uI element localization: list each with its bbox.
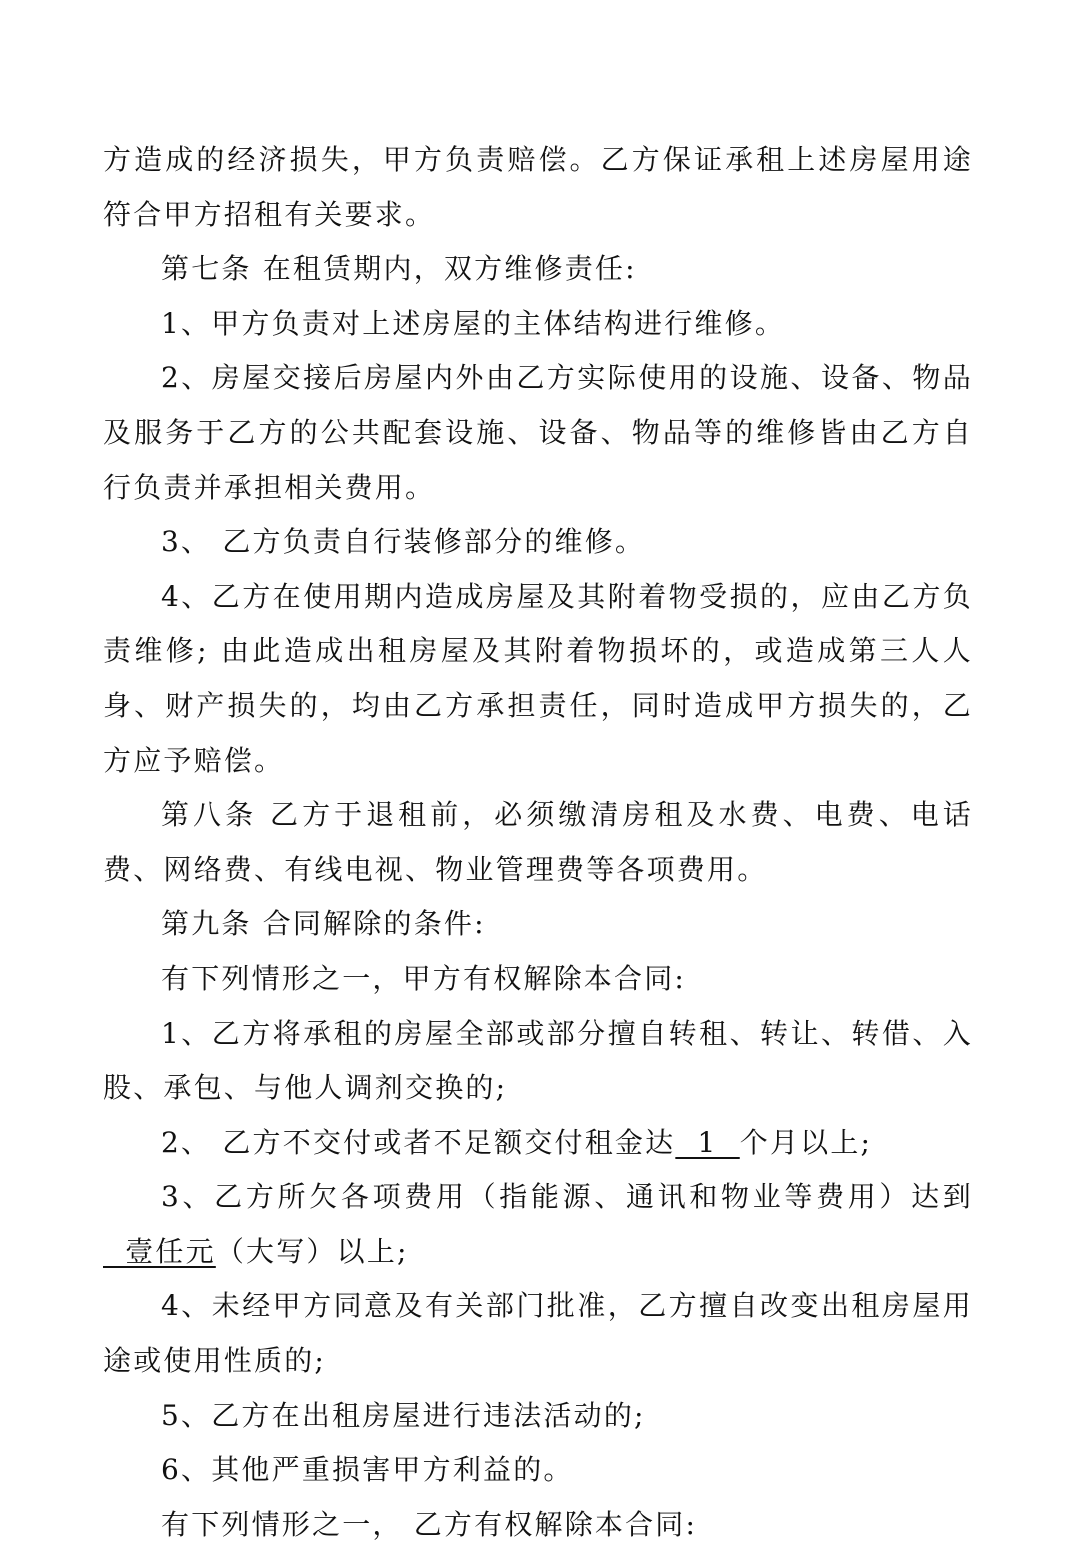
article-8-paragraph: 第八条 乙方于退租前，必须缴清房租及水费、电费、电话费、网络费、有线电视、物业管理费等各项费用。 (103, 798, 973, 886)
paragraph: 3、 乙方负责自行装修部分的维修。 (161, 525, 646, 559)
clause-rent-prefix: 2、 乙方不交付或者不足额交付租金达 (161, 1125, 676, 1159)
contract-body (103, 133, 973, 1552)
paragraph: 2、房屋交接后房屋内外由乙方实际使用的设施、设备、物品及服务于乙方的公共配套设施、设备、物品等的维修皆由乙方自行负责并承担相关费用。 (103, 361, 973, 504)
paragraph: 1、甲方负责对上述房屋的主体结构进行维修。 (161, 306, 786, 340)
paragraph: 1、乙方将承租的房屋全部或部分擅自转租、转让、转借、入股、承包、与他人调剂交换的; (103, 1016, 973, 1105)
article-9-heading: 第九条 合同解除的条件: (161, 907, 486, 941)
paragraph: 4、未经甲方同意及有关部门批准，乙方擅自改变出租房屋用途或使用性质的; (103, 1289, 973, 1378)
paragraph: 有下列情形之一，甲方有权解除本合同: (161, 961, 687, 995)
article-7-heading: 第七条 在租赁期内，双方维修责任: (161, 252, 637, 286)
clause-fees-suffix: （大写）以上; (215, 1234, 409, 1268)
paragraph: 6、其他严重损害甲方利益的。 (161, 1453, 574, 1487)
clause-rent-arrears (103, 1116, 973, 1171)
clause-fee-arrears (103, 1170, 973, 1279)
paragraph: 4、乙方在使用期内造成房屋及其附着物受损的，应由乙方负责维修; 由此造成出租房屋及其附着物损坏的，或造成第三人人身、财产损失的，均由乙方承担责任，同时造成甲方损失的，乙方应予赔偿。 (103, 579, 973, 777)
clause-fees-prefix: 3、乙方所欠各项费用（指能源、通讯和物业等费用）达到 (161, 1180, 973, 1214)
paragraph: 5、乙方在出租房屋进行违法活动的; (161, 1398, 646, 1432)
paragraph: 有下列情形之一， 乙方有权解除本合同: (161, 1507, 698, 1541)
clause-rent-months-blank: 1 (675, 1125, 740, 1159)
clause-fees-amount-blank: 壹任元 (103, 1234, 216, 1268)
paragraph: 方造成的经济损失，甲方负责赔偿。乙方保证承租上述房屋用途符合甲方招租有关要求。 (103, 143, 973, 231)
clause-rent-suffix: 个月以上; (739, 1125, 873, 1159)
